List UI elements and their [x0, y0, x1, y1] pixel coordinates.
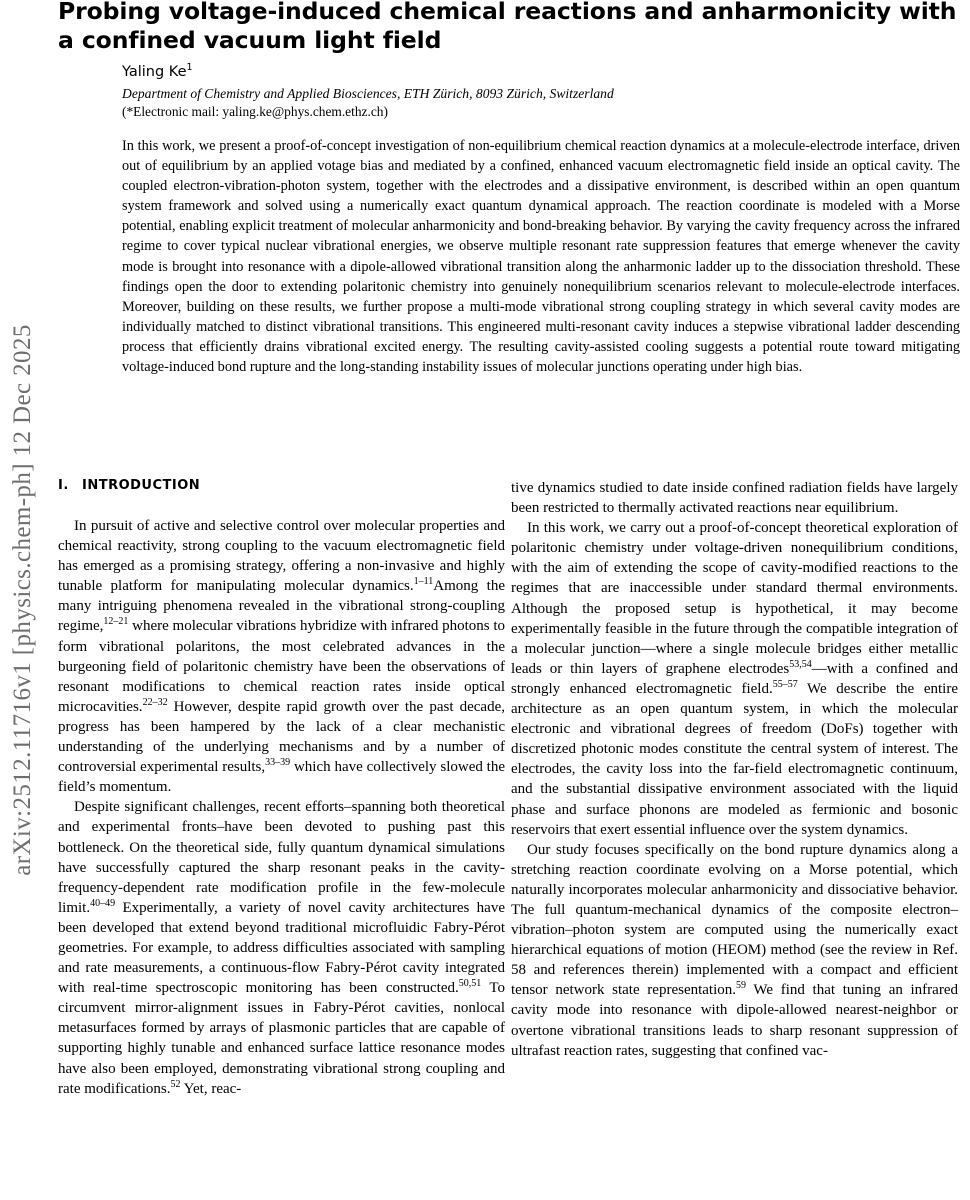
citation-ref[interactable]: 33–39 [265, 757, 291, 769]
citation-ref[interactable]: 1–11 [413, 576, 434, 588]
citation-ref[interactable]: 40–49 [90, 897, 116, 909]
paragraph-intro-p2: Despite significant challenges, recent efforts–spanning both theoretical and experimental fronts–have been devoted to pushing past this bottleneck. On the theoretical side, fully quantum dynamical simulations have successfully captured the sharp resonant peaks in the cavity-frequency-dependent rate modification profile in the few-molecule limit.$^{40-49}$ Experimentally, a variety of novel cavity architectures have been developed that extend beyond traditional microfluidic Fabry-Pérot geometries. For example, to address difficulties associated with sampling and rate measurements, a continuous-flow Fabry-Pérot cavity integrated with real-time spectroscopic monitoring has been constructed.$^{50,51}$ To circumvent mirror-alignment issues in Fabry-Pérot cavities, nonlocal metasurfaces formed by arrays of plasmonic particles that are capable of supporting highly tunable and enhanced surface lattice resonance modes have also been employed, demonstrating vibrational strong coupling and rate modifications.$^{52}$ Yet, reac- [58, 799, 505, 1097]
author-email: (*Electronic mail: yaling.ke@phys.chem.ethz.ch) [122, 104, 388, 119]
page-title: Probing voltage-induced chemical reactions and anharmonicity with a confined vacuum light field [58, 0, 957, 54]
arxiv-identifier: arXiv:2512.11716v1 [physics.chem-ph] 12 Dec 2025 [9, 324, 36, 876]
section-number: I. [58, 478, 69, 493]
column-left [58, 478, 505, 1200]
citation-ref[interactable]: 55–57 [772, 678, 798, 690]
citation-ref[interactable]: 50,51 [458, 978, 482, 990]
body-columns [58, 478, 958, 1200]
column-right [511, 478, 958, 1200]
citation-ref[interactable]: 59 [736, 980, 747, 992]
title-block [58, 0, 958, 55]
citation-ref[interactable]: 22–32 [142, 696, 168, 708]
paragraph-intro-p1: In pursuit of active and selective control over molecular properties and chemical reactivity, strong coupling to the vacuum electromagnetic field has emerged as a promising strategy, offering a non-invasive and highly tunable platform for manipulating molecular dynamics.$^{1-11}$Among the many intriguing phenomena revealed in the vibrational strong-coupling regime,$^{12-21}$ where molecular vibrations hybridize with infrared photons to form vibrational polaritons, the most celebrated advances in the burgeoning field of polaritonic chemistry have been the observations of resonant modifications to chemical reaction rates inside optical microcavities.$^{22-32}$ However, despite rapid growth over the past decade, progress has been hampered by the lack of a clear mechanistic understanding of the underlying mechanisms and by a number of controversial experimental results,$^{33-39}$ which have collectively slowed the field’s momentum. [58, 518, 506, 796]
column-left-paragraphs [58, 516, 505, 1099]
section-label: INTRODUCTION [82, 478, 201, 493]
paragraph-intro-p4: Our study focuses specifically on the bond rupture dynamics along a stretching reaction coordinate evolving on a Morse potential, which naturally incorporates molecular anharmonicity and dissociative behavior. The full quantum-mechanical dynamics of the composite electron–vibration–photon system are computed using the numerically exact hierarchical equations of motion (HEOM) method (see the review in Ref. 58 and references therein) implemented with a compact and efficient tensor network state representation.$^{59}$ We find that tuning an infrared cavity mode into resonance with dipole-allowed nearest-neighbor or overtone vibrational transitions leads to sharp resonant suppression of ultrafast reaction rates, suggesting that confined vac- [511, 841, 958, 1059]
affiliation-marker: 1 [186, 62, 193, 74]
section-heading-introduction [58, 478, 505, 494]
citation-ref[interactable]: 52 [170, 1078, 181, 1090]
author-name [122, 63, 882, 82]
paragraph-intro-p2-cont: tive dynamics studied to date inside confined radiation fields have largely been restricted to thermally activated reactions near equilibrium. [511, 480, 958, 517]
paragraph-intro-p3: In this work, we carry out a proof-of-concept theoretical exploration of polaritonic chemistry under voltage-driven nonequilibrium conditions, with the aim of extending the scope of cavity-modified reactions to the regimes that are inaccessible under standard thermal environments. Although the proposed setup is hypothetical, it may become experimentally feasible in the future through the compatible integration of a molecular junction—where a single molecule bridges either metallic leads or thin layers of graphene electrodes$^{53,54}$—with a confined and strongly enhanced electromagnetic field.$^{55-57}$ We describe the entire architecture as an open quantum system, in which the molecular electronic and vibrational degrees of freedom (DoFs) together with discretized photonic modes constitute the central system of interest. The electrodes, the cavity loss into the far-field electromagnetic continuum, and the substantial dissipative environment associated with the liquid phase and surface phonons are modeled as fermionic and bosonic reservoirs that exert essential influence over the system dynamics. [511, 520, 958, 838]
abstract-text: In this work, we present a proof-of-concept investigation of non-equilibrium chemical reaction dynamics at a molecule-electrode interface, driven out of equilibrium by an applied votage bias and mediated by a confined, enhanced vacuum electromagnetic field inside an optical cavity. The coupled electron-vibration-photon system, together with the electrodes and a dissipative environment, is described within an open quantum system framework and solved using a numerically exact quantum dynamical approach. The reaction coordinate is modeled with a Morse potential, enabling explicit treatment of molecular anharmonicity and bond-breaking behavior. By varying the cavity frequency across the infrared regime to cover typical nuclear vibrational energies, we observe multiple resonant rate suppression features that emerge whenever the cavity mode is brought into resonance with a dipole-allowed vibrational transition along the anharmonic ladder up to the dissociation threshold. These findings open the door to extending polaritonic chemistry into genuinely nonequilibrium scenarios relevant to molecule-electrode interfaces. Moreover, building on these results, we further propose a multi-mode vibrational strong coupling strategy in which several cavity modes are individually matched to distinct vibrational transitions. This engineered multi-resonant cavity induces a stepwise vibrational ladder descending process that efficiently drains vibrational excited energy. The resulting cavity-assisted cooling suggests a potential route toward mitigating voltage-induced bond rupture and the long-standing instability issues of molecular junctions operating under high bias. [122, 138, 960, 376]
author-block [122, 63, 882, 103]
citation-ref[interactable]: 12–21 [103, 616, 129, 628]
author-name-text: Yaling Ke [122, 64, 187, 80]
author-affiliation: Department of Chemistry and Applied Biosciences, ETH Zürich, 8093 Zürich, Switzerland [122, 86, 614, 101]
citation-ref[interactable]: 53,54 [789, 658, 812, 670]
column-right-paragraphs [511, 478, 958, 1061]
